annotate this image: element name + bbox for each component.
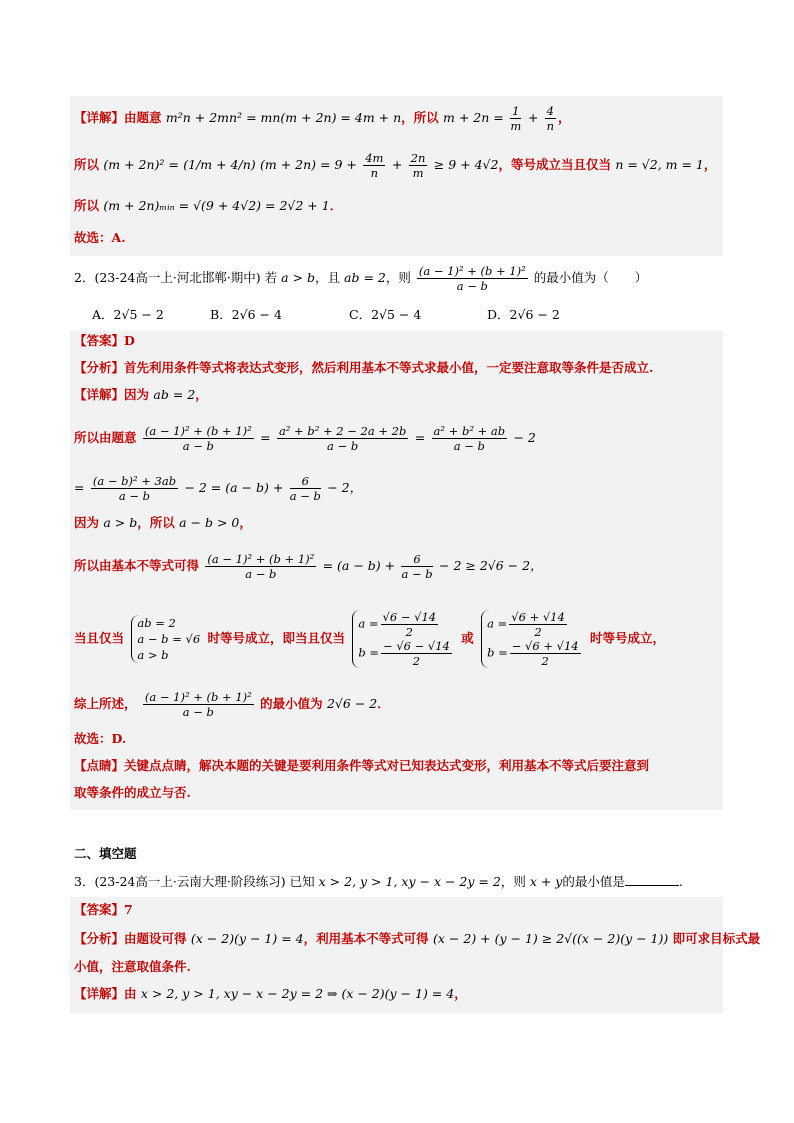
fraction: $\frac{\text{(a − b)² + 3ab}}{a - b}$ (92, 474, 177, 503)
q3-answer: 【答案】7 (74, 902, 133, 917)
q2-line3: = $\frac{\text{(a − b)² + 3ab}}{a - b}$ − 2 = (a − b) + $\frac{6}{a - b}$ − 2， (74, 474, 363, 503)
q2-choice: 故选：D. (74, 731, 127, 746)
fraction: $\frac{4m}{n}$ (365, 151, 384, 180)
q1-detail-line3: 所以 (m + 2n)ₘᵢₙ = √(9 + 4√2) = 2√2 + 1． (74, 198, 343, 213)
q2-keypoint-2: 取等条件的成立与否. (74, 785, 191, 800)
q2-line5: 所以由基本不等式可得 $\frac{\text{(a − 1)² + (b + 1)²}}{a - b}$ = (a − b) + $\frac{6}{a - b}$ − 2 ≥ 2√6 − 2， (74, 552, 543, 581)
section-title: 二、填空题 (74, 846, 137, 861)
q2-analysis: 【分析】首先利用条件等式将表达式变形，然后利用基本不等式求最小值，一定要注意取等条件是否成立. (74, 360, 654, 375)
fraction: $\frac{2n}{m}$ (410, 151, 426, 180)
q2-option-d: D．2√6 − 2 (487, 307, 560, 322)
math: m²n + 2mn² = mn(m + 2n) = 4m + n (165, 110, 402, 125)
q3-stem: 3．(23-24高一上·云南大理·阶段练习) 已知 x > 2, y > 1, xy − x − 2y = 2，则 x + y的最小值是 . (74, 874, 683, 889)
detail-tag: 【详解】 (74, 110, 125, 125)
q2-line4: 因为 a > b，所以 a − b > 0， (74, 515, 252, 530)
q2-line6: 当且仅当 ab = 2 a − b = √6 a > b 时等号成立，即当且仅当 a = $\frac{√6 - √14}{2}$ b = $\frac{- √6 - √14}{2}$ 或 a = $\frac{√6 + √14}{2}$ b = $\frac{- √6 + √14}{2}$ 时等号成立， (74, 610, 665, 668)
q2-detail: 【详解】因为 ab = 2， (74, 387, 208, 402)
fraction: $\frac{\text{(a − 1)² + (b + 1)²}}{a - b}$ (418, 264, 526, 293)
q2-answer: 【答案】D (74, 333, 135, 348)
equation-system: a = $\frac{√6 + √14}{2}$ b = $\frac{- √6 + √14}{2}$ (481, 610, 583, 668)
answer-blank (625, 873, 679, 886)
q1-choice: 故选：A. (74, 230, 126, 245)
q3-detail: 【详解】由 x > 2, y > 1, xy − x − 2y = 2 ⇒ (x − 2)(y − 1) = 4， (74, 986, 467, 1001)
q2-option-b: B．2√6 − 4 (210, 307, 282, 322)
fraction: $\frac{\text{(a − 1)² + (b + 1)²}}{a - b}$ (207, 552, 315, 581)
fraction: $\frac{\text{a² + b² + ab}}{a - b}$ (433, 424, 506, 453)
q2-line2: 所以由题意 $\frac{\text{(a − 1)² + (b + 1)²}}{a - b}$ = $\frac{\text{a² + b² + 2 − 2a + 2b}}{a - b}$ = $\frac{\text{a² + b² + ab}}{a - b}$ − 2 (74, 424, 536, 453)
q2-option-c: C．2√5 − 4 (349, 307, 422, 322)
q2-option-a: A．2√5 − 2 (92, 307, 164, 322)
fraction: $\frac{\text{a² + b² + 2 − 2a + 2b}}{a - b}$ (278, 424, 407, 453)
fraction: $\frac{\text{(a − 1)² + (b + 1)²}}{a - b}$ (144, 424, 252, 453)
fraction: $\frac{6}{a - b}$ (401, 552, 433, 581)
fraction: $\frac{6}{a - b}$ (289, 474, 321, 503)
q2-line7: 综上所述， $\frac{\text{(a − 1)² + (b + 1)²}}{a - b}$ 的最小值为 2√6 − 2． (74, 690, 390, 719)
q3-analysis-2: 小值，注意取值条件. (74, 959, 191, 974)
q1-detail-line2: 所以 (m + 2n)² = (1/m + 4/n) (m + 2n) = 9 + $\frac{4m}{n}$ + $\frac{2n}{m}$ ≥ 9 + 4√2，等号成立当且仅当 n = √2, m = 1， (74, 151, 717, 180)
equation-system: ab = 2 a − b = √6 a > b (131, 615, 200, 663)
q1-detail-line1: 【详解】由题意 m²n + 2mn² = mn(m + 2n) = 4m + n，所以 m + 2n = $\frac{1}{m}$ + $\frac{4}{n}$ ， (74, 104, 571, 133)
fraction: $\frac{4}{n}$ (546, 104, 555, 133)
fraction: $\frac{\text{(a − 1)² + (b + 1)²}}{a - b}$ (144, 690, 252, 719)
q3-analysis-1: 【分析】由题设可得 (x − 2)(y − 1) = 4，利用基本不等式可得 (x − 2) + (y − 1) ≥ 2√((x − 2)(y − 1)) 即可求目标式最 (74, 931, 761, 946)
equation-system: a = $\frac{√6 - √14}{2}$ b = $\frac{- √6 - √14}{2}$ (352, 610, 454, 668)
q2-stem: 2．(23-24高一上·河北邯郸·期中) 若 a > b，且 ab = 2，则 $\frac{\text{(a − 1)² + (b + 1)²}}{a - b}$ 的最小值为（ ） (74, 264, 648, 293)
q2-keypoint-1: 【点睛】关键点点睛，解决本题的关键是要利用条件等式对已知表达式变形，利用基本不等式后要注意到 (74, 758, 650, 773)
fraction: $\frac{1}{m}$ (510, 104, 522, 133)
